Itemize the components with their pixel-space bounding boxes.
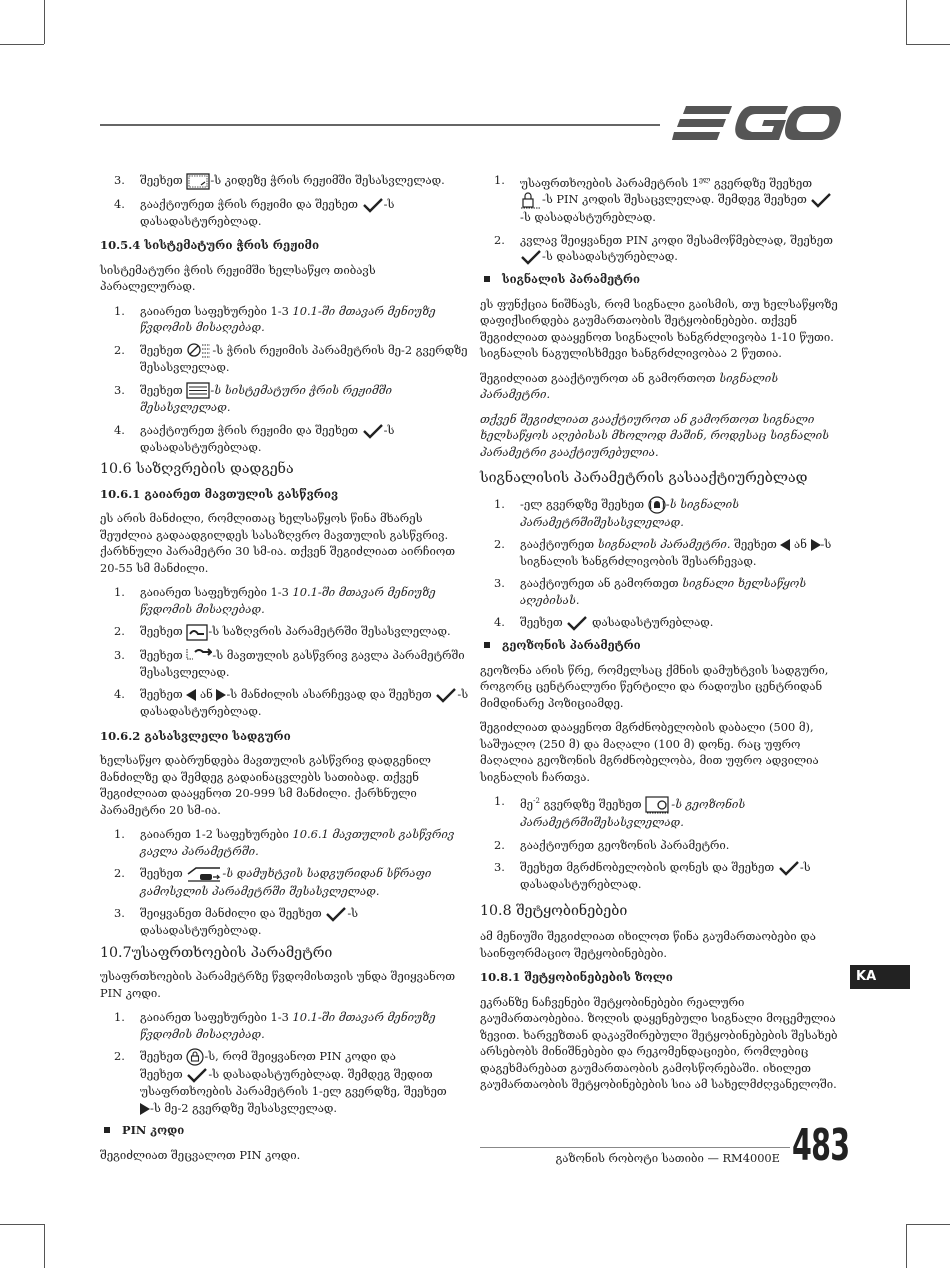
arrow-left-icon — [186, 689, 196, 701]
check-icon — [435, 687, 457, 703]
header-rule — [100, 124, 660, 126]
bullet-text: სიგნალის პარამეტრი — [502, 272, 641, 287]
section-heading: 10.8.1 შეტყობინებების ზოლი — [480, 970, 673, 985]
section-heading: 10.6.1 გაიარეთ მავთულის გასწვრივ — [100, 486, 339, 501]
item-text: -ს დასადასტურებლად. — [520, 210, 656, 225]
arrow-left-icon — [780, 539, 790, 551]
item-text: შეეხეთ — [140, 866, 183, 880]
paragraph: შეგიძლიათ დააყენოთ მგრძნობელობის დაბალი (500 მ), საშუალო (250 მ) და მაღალი (100 მ) დონე. რაც უფრო მაღალია გეოზონის მგრძნობელობა, მით უფრო ადვილია სიგნალის ჩართვა. — [480, 720, 819, 784]
station-exit-icon — [186, 866, 222, 883]
crop-mark — [906, 0, 907, 44]
check-icon — [362, 423, 384, 439]
item-text: -ს დასადასტურებლად. შემდეგ შედით უსაფრთხოების პარამეტრის 1-ელ გვერდზე, შეეხეთ — [140, 1067, 447, 1098]
list-item — [100, 172, 470, 190]
list-item — [480, 172, 850, 226]
paragraph: ამ მენიუში შეგიძლიათ იხილოთ წინა გაუმართაობები და საინფორმაციო შეტყობინებები. — [480, 929, 816, 960]
crop-mark — [44, 0, 45, 44]
item-text: -ს მე-2 გვერდზე შესასვლელად. — [150, 1100, 337, 1115]
item-number: 3. — [494, 576, 505, 591]
list-item — [100, 905, 470, 939]
list-item — [480, 536, 850, 569]
lock-icon — [186, 1048, 204, 1066]
item-text: შეეხეთ — [140, 624, 183, 638]
item-number: 1. — [494, 496, 505, 511]
crop-mark — [906, 1224, 907, 1268]
paragraph: სისტემატური ჭრის რეჟიმში ხელსაწყო თიბავს პარალელურად. — [100, 262, 376, 293]
item-ref: 10.1-ში მთავარ მენიუზე წვდომის მისაღებად. — [140, 1010, 436, 1041]
item-text: ან — [199, 687, 213, 701]
crop-mark — [906, 1224, 950, 1225]
item-text: შეეხეთ — [140, 1049, 183, 1063]
list-item — [100, 865, 470, 899]
bullet-heading — [100, 1122, 470, 1139]
item-number: 1. — [114, 303, 125, 318]
item-ref: 10.1-ში მთავარ მენიუზე წვდომის მისაღებად. — [140, 303, 436, 334]
paragraph: უსაფრთხოების პარამეტრზე წვდომისთვის უნდა შეიყვანოთ PIN კოდი. — [100, 969, 456, 1000]
arrow-right-icon — [216, 689, 226, 701]
item-number: 1. — [494, 794, 505, 809]
paragraph: გეოზონა არის წრე, რომელსაც ქმნის დამუხტვის სადგური, როგორც ცენტრალური წერტილი და რადიუსი ცენტრიდან მიმდინარე პოზიციამდე. — [480, 662, 829, 710]
crop-mark — [44, 1224, 45, 1268]
section-heading: 10.6 საზღვრების დადგენა — [100, 461, 294, 477]
arrow-right-icon — [140, 1103, 150, 1115]
paragraph: თქვენ შეგიძლიათ გააქტიუროთ ან გამორთოთ სიგნალი ხელსაწყოს აღებისას მხოლოდ მაშინ, როდესაც სიგნალის პარამეტრი გააქტიურებულია. — [480, 411, 830, 459]
check-icon — [566, 615, 588, 631]
item-text: -ელ გვერდზე შეეხეთ — [520, 496, 645, 511]
item-text: -ს ჭრის რეჟიმის პარამეტრის მე-2 გვერდზე შესასვლელად. — [140, 342, 468, 374]
item-text: შეიყვანეთ მანძილი და შეეხეთ — [140, 906, 322, 920]
item-number: 2. — [494, 537, 505, 552]
item-text: გააქტიურეთ — [520, 537, 598, 552]
bullet-text: გეოზონის პარამეტრი — [502, 638, 641, 653]
crop-mark — [906, 44, 950, 45]
item-text: -ს სიგნალის ხანგრძლივობის შესარჩევად. — [520, 537, 832, 568]
check-icon — [186, 1067, 208, 1083]
item-text: გააქტიურეთ გეოზონის პარამეტრი. — [520, 837, 730, 852]
list-item — [480, 232, 850, 266]
item-text: ან — [794, 537, 807, 552]
check-icon — [520, 249, 542, 265]
item-text: გააქტიურეთ ჭრის რეჟიმი და შეეხეთ — [140, 422, 358, 437]
item-text: -ს დასადასტურებლად. — [140, 196, 395, 228]
list-item — [100, 196, 470, 230]
item-number: 3. — [114, 382, 125, 397]
item-text: უსაფრთხოების პარამეტრის 1 — [520, 175, 699, 190]
wire-follow-icon — [186, 648, 212, 664]
list-item — [100, 303, 470, 336]
geofence-icon — [645, 796, 671, 814]
section-heading: სიგნალისის პარამეტრის გასააქტიურებლად — [480, 470, 808, 487]
item-text: შეეხეთ — [140, 342, 183, 357]
paragraph: ეკრანზე ნაჩვენები შეტყობინებები რეალური გაუმართაობებია. ზოლის დაყენებული სიგნალი მოცემულია ზევით. ხარვეზთან დაკავშირებული შეტყობინებების შესახებ არსებობს მინიშნებები და რეკომენდაციები, რომლებიც დაგეხმარებათ გაუმართაობის გამოსწორებაში. იხილეთ გაუმართაობის შეტყობინებების სია ამ სახელმძღვანელოში. — [480, 994, 838, 1092]
item-text: მე — [520, 797, 534, 812]
item-text: -ს მანძილის ასარჩევად და შეეხეთ — [226, 687, 432, 701]
section-heading: 10.6.2 გასასვლელი სადგური — [100, 728, 291, 743]
list-item — [100, 623, 470, 641]
item-text: -ს კიდეზე ჭრის რეჟიმში შესასვლელად. — [210, 173, 445, 187]
bullet-text: PIN კოდი — [122, 1123, 185, 1137]
section-heading: 10.8 შეტყობინებები — [480, 902, 628, 919]
item-text: გაიარეთ 1-2 საფეხურები — [140, 827, 293, 841]
item-text: -ს სიგნალის პარამეტრშიშესასვლელად. — [520, 496, 740, 529]
item-text: შეეხეთ — [140, 687, 183, 701]
paragraph: ეს არის მანძილი, რომლითაც ხელსაწყოს წინა მხარეს შეუძლია გადაადგილდეს სასაზღვრო მავთულის გასწვრივ. ქარხნული პარამეტრი 30 სმ-ია. თქვენ შეგიძლიათ აირჩიოთ 20-55 სმ მანძილი. — [100, 511, 456, 575]
item-number: 1. — [114, 585, 125, 599]
list-item — [100, 342, 470, 376]
crop-mark — [0, 44, 44, 45]
item-text: გვერდზე შეეხეთ — [539, 797, 642, 812]
item-text: შეეხეთ — [140, 173, 183, 187]
right-column — [480, 172, 850, 1101]
paragraph: ეს ფუნქცია ნიშნავს, რომ სიგნალი გაისმის, თუ ხელსაწყოზე დაფიქსირდება გაუმართაობის შეტყობინებები. თქვენ შეგიძლიათ დააყენოთ სიგნალის ხანგრძლივობა 1-10 წუთი. სიგნალის ნაგულისხმევი ხანგრძლივობაა 2 წუთია. — [480, 296, 838, 361]
alarm-icon — [648, 496, 666, 514]
bullet-square — [104, 1127, 110, 1133]
page-number: 483 — [792, 1120, 850, 1171]
list-item — [480, 614, 850, 631]
footer-text: გაზონის რობოტი სათიბი — RM4000E — [555, 1151, 780, 1165]
item-text: -ს დამუხტვის სადგურიდან სწრაფი გამოსვლის პარამეტრში შესასვლელად. — [140, 866, 432, 898]
list-item — [100, 647, 470, 681]
item-text: გაიარეთ საფეხურები 1-3 — [140, 303, 293, 318]
item-text: -ს დასადასტურებლად. — [542, 249, 678, 264]
bullet-heading — [480, 271, 850, 288]
boundary-icon — [186, 624, 208, 641]
item-number: 2. — [114, 342, 125, 357]
language-tab: KA — [850, 965, 910, 989]
left-column — [100, 172, 470, 1171]
systematic-mode-icon — [186, 382, 210, 399]
item-text: -ს სისტემატური ჭრის რეჟიმში შესასვლელად. — [140, 382, 392, 414]
crop-mark — [0, 1224, 44, 1225]
item-text: დასადასტურებლად. — [591, 615, 714, 630]
paragraph: შეგიძლიათ გააქტიუროთ ან გამორთოთ სიგნალის პარამეტრი. — [480, 370, 779, 402]
item-number: 3. — [494, 860, 505, 875]
item-number: 2. — [494, 232, 505, 247]
bullet-heading — [480, 637, 850, 654]
item-ref: 10.6.1 მავთულის გასწვრივ გავლა პარამეტრში. — [140, 827, 455, 858]
item-text: გაიარეთ საფეხურები 1-3 — [140, 585, 293, 599]
item-number: 2. — [114, 866, 125, 880]
item-text: შეეხეთ მგრძნობელობის დონეს და შეეხეთ — [520, 860, 775, 875]
item-number: 3. — [114, 173, 125, 187]
item-text: შეეხეთ — [140, 647, 183, 662]
paragraph: შეგიძლიათ შეცვალოთ PIN კოდი. — [100, 1147, 301, 1162]
item-number: 1. — [494, 173, 505, 187]
item-text: -ს დასადასტურებლად. — [140, 422, 395, 454]
item-text: -ს დასადასტურებლად. — [140, 687, 469, 718]
item-number: 4. — [114, 196, 125, 211]
item-number: 2. — [494, 837, 505, 852]
paragraph: ხელსაწყო დაბრუნდება მავთულის გასწვრივ დადგენილ მანძილზე და შემდეგ გადაინაცვლებს სათიბად. თქვენ შეგიძლიათ დააყენოთ 20-999 სმ მანძილი. ქარხნული პარამეტრი 20 სმ-ია. — [100, 753, 431, 817]
item-ref: 10.1-ში მთავარ მენიუზე წვდომის მისაღებად. — [140, 585, 436, 616]
item-text: -ს მავთულის გასწვრივ გავლა პარამეტრში შესასვლელად. — [140, 647, 465, 679]
item-text: გააქტიურეთ ან გამორთეთ — [520, 576, 683, 591]
bullet-square — [484, 642, 490, 648]
pin-edit-icon — [520, 191, 542, 209]
item-text: -ს გეოზონის პარამეტრშიშესასვლელად. — [520, 797, 746, 830]
item-ref: სიგნალი ხელსაწყოს აღებისას. — [520, 576, 807, 607]
item-text: გააქტიურეთ ჭრის რეჟიმი და შეეხეთ — [140, 196, 358, 211]
item-number: 4. — [494, 615, 505, 630]
arrow-right-icon — [811, 539, 821, 551]
item-text: -ს დასადასტურებლად. — [520, 860, 811, 892]
item-text: გვერდზე შეეხეთ — [710, 175, 813, 190]
item-number: 4. — [114, 422, 125, 437]
footer-rule — [480, 1147, 790, 1148]
list-item — [480, 837, 850, 854]
item-text: გაიარეთ საფეხურები 1-3 — [140, 1010, 293, 1024]
list-item — [100, 382, 470, 416]
list-item — [100, 584, 470, 617]
item-text: შეეხეთ — [730, 537, 777, 552]
section-heading: 10.7უსაფრთხოების პარამეტრი — [100, 944, 333, 961]
item-text: შეეხეთ — [140, 382, 183, 397]
list-item — [100, 1009, 470, 1042]
list-item — [100, 686, 470, 720]
item-text: -ს PIN კოდის შესაცვლელად. შემდეგ შეეხეთ — [542, 192, 807, 207]
item-number: 1. — [114, 827, 125, 841]
item-text: -ს, რომ შეიყვანოთ PIN კოდი და — [204, 1049, 396, 1063]
list-item — [480, 793, 850, 830]
item-number: 2. — [114, 1049, 125, 1063]
item-text: -ს საზღვრის პარამეტრში შესასვლელად. — [208, 624, 451, 638]
section-heading: 10.5.4 სისტემატური ჭრის რეჟიმი — [100, 238, 320, 252]
item-number: 3. — [114, 906, 125, 920]
item-text: კვლავ შეიყვანეთ PIN კოდი შესამოწმებლად, შეეხეთ — [520, 232, 833, 247]
superscript: -2 — [533, 797, 540, 806]
ego-logo — [672, 104, 842, 144]
edge-mode-icon — [186, 173, 210, 190]
check-icon — [325, 906, 347, 922]
item-number: 4. — [114, 687, 125, 701]
item-number: 1. — [114, 1010, 125, 1024]
bullet-square — [484, 276, 490, 282]
item-ref: სიგნალის პარამეტრი. — [597, 537, 731, 552]
item-text: შეეხეთ — [520, 615, 563, 630]
list-item — [480, 496, 850, 531]
list-item — [100, 1048, 470, 1116]
superscript: ელ — [698, 176, 711, 184]
list-item — [100, 826, 470, 859]
cut-mode-icon — [186, 342, 212, 359]
item-number: 2. — [114, 624, 125, 638]
item-text: შეეხეთ — [140, 1067, 183, 1081]
check-icon — [810, 192, 832, 208]
check-icon — [362, 197, 384, 213]
item-number: 3. — [114, 647, 125, 662]
check-icon — [778, 860, 800, 876]
item-text: -ს დასადასტურებლად. — [140, 906, 359, 937]
list-item — [480, 575, 850, 608]
list-item — [480, 859, 850, 893]
list-item — [100, 422, 470, 456]
